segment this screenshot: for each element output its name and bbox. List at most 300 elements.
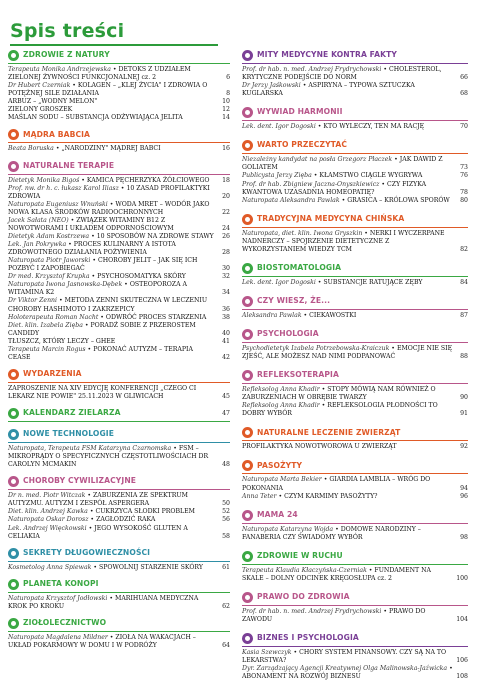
entry-title: „NARODZINY" MĄDREJ BABCI (61, 145, 161, 153)
entry-text: Naturopata Aleksandra Pawlak • GRASICA – KRÓLOWA SPORÓW (242, 196, 450, 204)
section-bullet-icon (8, 161, 19, 172)
section-bullet-icon (242, 263, 253, 274)
toc-section-biznes-i-psychologia (242, 633, 468, 681)
toc-entry[interactable] (8, 338, 230, 346)
section-bullet-icon (242, 427, 253, 438)
entry-text (8, 338, 216, 346)
entry-author: Diet. klin. Izabela Zięba (8, 321, 83, 329)
entry-text: Refleksolog Anna Khadir • STOPY MÓWIĄ NAM RÓWNIEŻ O ZABURZENIACH W OBRĘBIE TWARZY (242, 386, 436, 402)
entry-title: ODWRÓĆ PROCES STARZENIA (105, 313, 207, 321)
section-bullet-icon (242, 460, 253, 471)
section-title: SEKRETY DŁUGOWIECZNOŚCI (23, 547, 151, 557)
entry-page-number: 36 (222, 305, 230, 313)
toc-section-refleksoterapia (242, 370, 468, 418)
entry-title: SUBSTANCJE RATUJĄCE ZĘBY (323, 278, 423, 286)
section-bullet-icon (242, 296, 253, 307)
entry-page-number: 42 (222, 353, 230, 361)
entry-author: Naturopata Aleksandra Pawlak (242, 196, 340, 204)
entry-page-number: 18 (222, 176, 230, 184)
section-header[interactable] (242, 370, 468, 384)
entry-text: Dietetyk Monika Bigoś • KAMICA PĘCHERZYKA ŻÓŁCIOWEGO (8, 176, 210, 184)
toc-section-naturalne-leczenie-zwierzat (242, 427, 468, 451)
toc-entry[interactable] (8, 564, 230, 572)
entry-page-number: 14 (222, 114, 230, 122)
entry-text: Naturopata Krzysztof Jodłowski • MARIHUANA MEDYCZNA KROK PO KROKU (8, 594, 199, 610)
entry-author: Dr n. med. Piotr Witczak (8, 492, 86, 500)
entry-page-number: 62 (222, 602, 230, 610)
toc-entry[interactable] (242, 279, 468, 287)
toc-entry[interactable] (242, 66, 468, 82)
entry-title: JAK DAWID Z GOLIATEM (242, 156, 443, 172)
entry-page-number: 28 (222, 249, 230, 257)
section-header[interactable] (242, 329, 468, 343)
entry-author: Naturopata Oskar Dorosz (8, 516, 89, 524)
section-title: PRAWO DO ZDROWIA (257, 592, 350, 602)
section-header[interactable] (242, 592, 468, 606)
entry-page-number: 41 (222, 337, 230, 345)
toc-entry[interactable] (242, 649, 468, 665)
entry-page-number: 100 (456, 574, 468, 582)
section-header[interactable] (8, 548, 230, 562)
section-title: KALENDARZ ZIELARZA (23, 408, 121, 418)
section-bullet-icon (242, 329, 253, 340)
section-bullet-icon (8, 476, 19, 487)
section-header[interactable] (242, 460, 468, 474)
toc-entry[interactable] (8, 297, 230, 313)
section-title: BIZNES I PSYCHOLOGIA (257, 633, 359, 643)
entry-author: Holoterapeuta Roman Nacht (8, 313, 99, 321)
toc-entry[interactable] (8, 525, 230, 541)
entry-author: Naturopata Krzysztof Jodłowski (8, 594, 108, 602)
entry-title: NERKI I WYCZERPANE NADNERCZY – SPOJRZENIE DIETETYCZNE Z WYKORZYSTANIEM WIEDZY TCM (242, 229, 445, 253)
entry-page-number: 20 (222, 192, 230, 200)
entry-author: Diet. klin. Andrzej Kawka (8, 508, 88, 516)
toc-entry[interactable] (242, 608, 468, 624)
toc-entry[interactable] (8, 241, 230, 257)
section-bullet-icon (242, 592, 253, 603)
toc-section-ziololecznictwo (8, 618, 230, 650)
entry-title: SPOWOLNIJ STARZENIE SKÓRY (99, 563, 203, 571)
entry-author: Naturopata Iwona Jasnowska-Dębek (8, 281, 123, 289)
section-title: NATURALNE TERAPIE (23, 160, 115, 170)
entry-author: Dyr. Zarządzający Agencji Kreatywnej Olga Malinowska-Jaźwicka (242, 665, 448, 673)
entry-page-number: 6 (226, 74, 230, 82)
section-title: NATURALNE LECZENIE ZWIERZĄT (257, 427, 401, 437)
section-header[interactable] (8, 50, 230, 64)
entry-title: CZYM KARMIMY PASOŻYTY? (284, 492, 378, 500)
entry-title: ABONAMENT NA ROZWÓJ BIZNESU (242, 673, 361, 681)
entry-author: Refleksolog Anna Khadir (242, 386, 320, 394)
entry-text: Publicysta Jerzy Zięba • KŁAMSTWO CIĄGLE WYGRYWA (242, 172, 423, 180)
entry-author: Naturopata Katarzyna Wojda (242, 525, 334, 533)
entry-author: Dr Jerzy Jaśkowski (242, 82, 301, 90)
entry-text: Lek. dent. Igor Dogoski • KTO WYLECZY, TEN MA RACJĘ (242, 123, 425, 131)
entry-page-number: 45 (222, 393, 230, 400)
entry-title: PSYCHOSOMATYKA SKÓRY (97, 273, 186, 281)
entry-title: EMOCJE NIE SIĘ ZJEŚĆ, ALE MOŻESZ NAD NIMI PODPANOWAĆ (242, 345, 453, 361)
entry-page-number: 64 (222, 641, 230, 649)
entry-text: Prof. nw. dr h. c. łukasz Karol Iliasz • 10 ZASAD PROFILAKTYKI ZDROWIA (8, 184, 210, 200)
toc-entry[interactable] (8, 177, 230, 185)
toc-entry[interactable] (8, 385, 230, 401)
entry-title: PROFILAKTYKA NOWOTWOROWA U ZWIERZĄT (242, 443, 397, 451)
entry-title: DOMOWE NARODZINY – FANABERIA CZY ŚWIADOMY WYBÓR (242, 525, 421, 541)
toc-entry[interactable] (242, 345, 468, 361)
entry-page-number: 104 (456, 615, 468, 623)
entry-page-number: 98 (460, 533, 468, 541)
toc-section-nowe-technologie (8, 429, 230, 469)
section-header[interactable] (242, 107, 468, 121)
section-title: WARTO PRZECZYTAĆ (257, 140, 348, 150)
entry-page-number: 61 (222, 563, 230, 571)
section-bullet-icon (242, 140, 253, 151)
section-bullet-icon (8, 618, 19, 629)
toc-entry[interactable] (242, 443, 468, 451)
toc-entry[interactable] (242, 526, 468, 542)
entry-text: Naturopata Eugeniusz Wnuński • WODA MRET – WODÓR JAKO NOWA KLASA ŚRODKÓW RADIOOCHRONNYCH (8, 200, 210, 216)
entry-text: Aleksandra Pawlak • CIEKAWOSTKI (242, 311, 357, 319)
entry-page-number: 32 (222, 273, 230, 281)
toc-entry[interactable] (8, 217, 230, 233)
section-bullet-icon (242, 510, 253, 521)
entry-page-number: 90 (460, 394, 468, 402)
entry-page-number: 52 (222, 508, 230, 516)
entry-text: Lek. Andrzej Więckowski • JEGO WYSOKOŚĆ GLUTEN A CELIAKIA (8, 524, 188, 540)
entry-title: PRAWO DO ZAWODU (242, 607, 426, 623)
entry-title: KTO WYLECZY, TEN MA RACJĘ (323, 123, 425, 131)
toc-section-naturalne-terapie (8, 161, 230, 362)
entry-text: Prof. dr hab. n. med. Andrzej Frydrychowski • CHOLESTEROL, KRYTYCZNE PODEJŚCIE DO NORM (242, 66, 442, 82)
entry-title: CHORY SYSTEM FINANSOWY. CZY SĄ NA TO LEKARSTWA? (242, 649, 447, 665)
entry-page-number: 68 (460, 90, 468, 98)
toc-entry[interactable] (8, 257, 230, 273)
entry-text: Diet. klin. Andrzej Kawka • CUKRZYCA SŁODKI PROBLEM (8, 508, 195, 516)
entry-page-number: 80 (460, 196, 468, 204)
section-bullet-icon (8, 408, 19, 419)
toc-entry[interactable] (8, 314, 230, 322)
entry-text: Jacek Sałata (NEO) • ZWIĄZEK WITAMINY B12 Z NOWOTWORAMI I UKŁADEM ODPORNOŚCIOWYM (8, 216, 174, 232)
section-header[interactable] (8, 476, 230, 490)
toc-entry[interactable] (242, 386, 468, 402)
entry-text (8, 385, 216, 401)
section-title: MITY MEDYCYNE KONTRA FAKTY (257, 50, 397, 60)
toc-section-pasozyty (242, 460, 468, 500)
toc-entry[interactable] (8, 346, 230, 362)
entry-text: Terapeuta Klaudia Kłaczyńska-Czerniak • FUNDAMENT NA SKALE – DOLNY ODCINEK KRĘGOSŁUPA cz. 2 (242, 566, 432, 582)
entry-author: Terapeuta Monika Andrzejewska (8, 66, 111, 73)
toc-entry[interactable] (8, 516, 230, 524)
section-bullet-icon (8, 429, 19, 440)
toc-entry[interactable] (8, 233, 230, 241)
section-title: REFLEKSOTERAPIA (257, 370, 339, 380)
entry-title: ZIOŁA NA WAKACJACH – UKŁAD POKARMOWY W DOMU I W PODRÓŻY (8, 633, 196, 649)
entry-title: JEGO WYSOKOŚĆ GLUTEN A CELIAKIA (8, 524, 188, 540)
entry-text: Holoterapeuta Roman Nacht • ODWRÓĆ PROCES STARZENIA (8, 313, 207, 321)
entry-title: CZY FIZYKA KWANTOWA UZASADNIA HOMEOPATIĘ? (242, 180, 427, 196)
entry-title: PROCES KULINARNY A ISTOTA ZDROWOTNEGO DZIAŁANIA POŻYWIENIA (8, 241, 176, 257)
entry-author: Terapeuta Marcin Rogus (8, 345, 86, 353)
entry-text: Dr n. med. Piotr Witczak • ZABURZENIA ZE SPEKTRUM AUTYZMU. AUTYZM I ZESPÓŁ ASPERGERA (8, 492, 188, 508)
entry-text: Naturopata, diet. klin. Iwona Gryszkin • NERKI I WYCZERPANE NADNERCZY – SPOJRZENIE DIETETYCZNE Z WYKORZYSTANIEM WIEDZY TCM (242, 229, 445, 253)
toc-entry[interactable] (242, 156, 468, 172)
section-header[interactable] (8, 161, 230, 175)
entry-page-number: 40 (222, 329, 230, 337)
entry-text: Refleksolog Anna Khadir • REFLEKSOLOGIA PŁODNOŚCI TO DOBRY WYBÓR (242, 402, 438, 418)
section-header[interactable] (242, 296, 468, 310)
entry-text: Dietetyk Adam Kostrzewa • 10 SPOSOBÓW NA ZDROWE STAWY (8, 232, 214, 240)
entry-author: Lek. dent. Igor Dogoski (242, 123, 316, 131)
section-title: PASOŻYTY (257, 460, 303, 470)
section-bullet-icon (242, 107, 253, 118)
toc-entry[interactable] (8, 114, 230, 122)
toc-section-mity-medycyne-kontra-fakty (242, 50, 468, 98)
toc-section-tradycyjna-medycyna-chinska (242, 214, 468, 254)
toc-section-czy-wiesz-ze (242, 296, 468, 320)
entry-title: KŁAMSTWO CIĄGLE WYGRYWA (319, 172, 423, 180)
toc-entry[interactable] (8, 98, 230, 106)
entry-text: Lek. Jan Pokrywka • PROCES KULINARNY A ISTOTA ZDROWOTNEGO DZIAŁANIA POŻYWIENIA (8, 241, 176, 257)
section-header[interactable] (8, 129, 230, 143)
entry-title: POKONAĆ AUTYZM – TERAPIA CEASE (8, 345, 193, 361)
entry-text: Dr Hubert Czerniak • KOLAGEN – „KLEJ ŻYCIA" I ZDROWIA O POTĘŻNEJ SILE DZIAŁANIA (8, 82, 208, 98)
section-title: ZDROWIE Z NATURY (23, 50, 110, 60)
entry-text: Terapeuta Monika Andrzejewska • DETOKS Z UDZIAŁEM ZIELONEJ ŻYWNOŚCI FUNKCJONALNEJ cz. 2 (8, 66, 191, 82)
section-header[interactable] (8, 429, 230, 443)
entry-author: Jacek Sałata (NEO) (8, 216, 69, 224)
entry-page-number: 91 (460, 410, 468, 418)
entry-page-number: 8 (226, 90, 230, 98)
section-title: CHOROBY CYWILIZACYJNE (23, 476, 137, 486)
entry-title: REFLEKSOLOGIA PŁODNOŚCI TO DOBRY WYBÓR (242, 402, 438, 418)
section-title: WYDARZENIA (23, 369, 82, 379)
section-bullet-icon (242, 633, 253, 644)
entry-page-number: 34 (222, 289, 230, 297)
section-title: WYWIAD HARMONII (257, 107, 343, 117)
toc-entry[interactable] (242, 197, 468, 205)
toc-entry[interactable] (8, 66, 230, 82)
section-title: CZY WIESZ, ŻE... (257, 296, 331, 306)
toc-section-wydarzenia (8, 369, 230, 401)
entry-author: Dr Hubert Czerniak (8, 82, 71, 90)
entry-text: Naturopata, Terapeuta FSM Katarzyna Czarnomska • FSM – MIKROPRĄDY O SPECYFICZNYCH CZĘSTOTLIWOŚCIACH DR CAROLYN MCMAKIN (8, 445, 209, 469)
entry-title: PORADŹ SOBIE Z PRZEROSTEM CANDIDY (8, 321, 196, 337)
entry-page-number: 76 (460, 172, 468, 180)
section-header[interactable] (242, 50, 468, 64)
entry-text: Niezależny kandydat na posła Grzegorz Płaczek • JAK DAWID Z GOLIATEM (242, 156, 443, 172)
toc-entry[interactable] (242, 312, 468, 320)
section-title: MAMA 24 (257, 509, 298, 519)
toc-section-zdrowie-w-ruchu (242, 551, 468, 583)
section-header[interactable] (8, 579, 230, 593)
entry-author: Naturopata Eugeniusz Wnuński (8, 200, 108, 208)
entry-author: Naturopata Piotr Jaworski (8, 257, 91, 265)
toc-entry[interactable] (8, 281, 230, 297)
toc-entry[interactable] (8, 492, 230, 508)
entry-author: Terapeuta Klaudia Kłaczyńska-Czerniak (242, 566, 367, 574)
section-header[interactable] (242, 633, 468, 647)
entry-page-number: 92 (460, 443, 468, 451)
entry-title: ARBUZ – „WODNY MELON" (8, 98, 98, 106)
toc-entry[interactable] (8, 185, 230, 201)
toc-entry[interactable] (8, 634, 230, 650)
entry-author: Psychodietetyk Izabela Potrzebowska-Kraiczuk (242, 345, 390, 352)
section-title: MĄDRA BABCIA (23, 129, 91, 139)
section-title: ZDROWIE W RUCHU (257, 550, 343, 560)
toc-section-wywiad-harmonii (242, 107, 468, 131)
entry-title: MARIHUANA MEDYCZNA KROK PO KROKU (8, 594, 199, 610)
entry-title: KOLAGEN – „KLEJ ŻYCIA" I ZDROWIA O POTĘŻNEJ SILE DZIAŁANIA (8, 82, 208, 98)
section-bullet-icon (8, 369, 19, 380)
entry-text: Dyr. Zarządzający Agencji Kreatywnej Olga Malinowska-Jaźwicka • ABONAMENT NA ROZWÓJ BIZNESU (242, 665, 453, 681)
section-title: BIOSTOMATOLOGIA (257, 263, 342, 273)
section-header[interactable] (8, 618, 230, 632)
section-header[interactable] (242, 263, 468, 277)
entry-title: METODA ZENNI SKUTECZNA W LECZENIU CHOROBY HASHIMOTO I ZAKRZEPICY (8, 297, 208, 313)
title-underline (10, 44, 218, 46)
section-title: NOWE TECHNOLOGIE (23, 429, 114, 439)
entry-page-number: 66 (460, 74, 468, 82)
entry-text (242, 443, 454, 451)
toc-entry[interactable] (242, 665, 468, 681)
entry-page-number: 94 (460, 484, 468, 492)
toc-entry[interactable] (8, 595, 230, 611)
toc-entry[interactable] (242, 123, 468, 131)
entry-text: Terapeuta Marcin Rogus • POKONAĆ AUTYZM – TERAPIA CEASE (8, 345, 193, 361)
entry-title: GIARDIA LAMBLIA – WRÓG DO POKONANIA (242, 476, 431, 492)
entry-author: Anna Teter (242, 492, 277, 500)
entry-page-number: 58 (222, 532, 230, 540)
section-bullet-icon (242, 50, 253, 61)
entry-page-number: 10 (222, 98, 230, 106)
toc-entry[interactable] (242, 181, 468, 197)
entry-page-number: 78 (460, 188, 468, 196)
entry-text: Naturopata Iwona Jasnowska-Dębek • OSTEOPOROZA A WITAMINA K2 (8, 281, 188, 297)
entry-title: ZAGŁODZIĆ RAKA (96, 516, 156, 524)
entry-author: Lek. Jan Pokrywka (8, 241, 67, 248)
toc-section-warto-przeczytac (242, 140, 468, 204)
entry-author: Prof. dr hab. n. med. Andrzej Frydrychowski (242, 607, 382, 615)
entry-title: CHOROBY JELIT – JAK SIĘ ICH POZBYĆ I ZAPOBIEGAĆ (8, 257, 198, 273)
entry-author: Lek. Andrzej Więckowski (8, 524, 87, 532)
toc-entry[interactable] (8, 82, 230, 98)
entry-title: ZIELONY GROSZEK (8, 106, 73, 114)
toc-section-zdrowie-z-natury (8, 50, 230, 122)
toc-entry[interactable] (242, 230, 468, 254)
entry-page-number: 88 (460, 353, 468, 361)
entry-text: Naturopata Katarzyna Wojda • DOMOWE NARODZINY – FANABERIA CZY ŚWIADOMY WYBÓR (242, 525, 421, 541)
entry-page-number: 48 (222, 461, 230, 469)
entry-page-number: 26 (222, 232, 230, 240)
entry-text: Prof. dr hab. n. med. Andrzej Frydrychowski • PRAWO DO ZAWODU (242, 607, 426, 623)
entry-text: Dr Jerzy Jaśkowski • ASPIRYNA – TYPOWA SZTUCZKA KUGLARSKA (242, 82, 415, 98)
section-bullet-icon (8, 548, 19, 559)
entry-page-number: 22 (222, 208, 230, 216)
entry-title: 10 ZASAD PROFILAKTYKI ZDROWIA (8, 184, 210, 200)
entry-author: Dr Viktor Zenni (8, 297, 58, 305)
section-header[interactable] (242, 214, 468, 228)
entry-title: MAŚLAN SODU – SUBSTANCJA ODŻYWIAJĄCA JELITA (8, 114, 183, 122)
section-title: TRADYCYJNA MEDYCYNA CHIŃSKA (257, 213, 405, 223)
section-bullet-icon (8, 50, 19, 61)
entry-title: CIEKAWOSTKI (309, 311, 357, 319)
entry-page-number: 108 (456, 673, 468, 681)
entry-page-number: 96 (460, 492, 468, 500)
toc-entry[interactable] (242, 82, 468, 98)
entry-title: ASPIRYNA – TYPOWA SZTUCZKA KUGLARSKA (242, 82, 415, 98)
entry-title: FUNDAMENT NA SKALE – DOLNY ODCINEK KRĘGOSŁUPA cz. 2 (242, 566, 432, 582)
entry-author: Naturopata, Terapeuta FSM Katarzyna Czarnomska (8, 445, 172, 453)
toc-section-sekrety-dlugowiecznosci (8, 548, 230, 572)
toc-section-kalendarz-zielarza (8, 408, 230, 422)
entry-author: Dietetyk Monika Bigoś (8, 176, 80, 184)
toc-section-biostomatologia (242, 263, 468, 287)
entry-title: KAMICA PĘCHERZYKA ŻÓŁCIOWEGO (86, 176, 210, 184)
toc-entry[interactable] (8, 145, 230, 153)
entry-page-number: 12 (222, 106, 230, 114)
entry-title: TŁUSZCZ, KTÓRY LECZY – GHEE (8, 337, 116, 345)
section-header[interactable] (242, 427, 468, 441)
toc-entry[interactable] (242, 493, 468, 501)
section-header[interactable] (8, 408, 230, 422)
entry-author: Prof. nw. dr h. c. łukasz Karol Iliasz (8, 184, 119, 192)
entry-text (8, 114, 216, 122)
entry-page-number: 84 (460, 278, 468, 286)
section-bullet-icon (8, 129, 19, 140)
entry-text: Anna Teter • CZYM KARMIMY PASOŻYTY? (242, 492, 378, 500)
section-header[interactable] (242, 510, 468, 524)
entry-title: CUKRZYCA SŁODKI PROBLEM (95, 508, 195, 516)
entry-author: Dietetyk Adam Kostrzewa (8, 232, 90, 240)
section-header[interactable] (242, 551, 468, 565)
entry-text: Kosmetolog Anna Spiewak • SPOWOLNIJ STARZENIE SKÓRY (8, 563, 203, 571)
section-bullet-icon (8, 579, 19, 590)
entry-text: Diet. klin. Izabela Zięba • PORADŹ SOBIE Z PRZEROSTEM CANDIDY (8, 321, 196, 337)
entry-title: GRASICA – KRÓLOWA SPORÓW (347, 196, 450, 204)
entry-author: Refleksolog Anna Khadir (242, 402, 320, 410)
entry-author: Prof. dr hab. n. med. Andrzej Frydrychowski (242, 66, 382, 73)
toc-entry[interactable] (8, 201, 230, 217)
entry-text: Naturopata Magdalena Mildner • ZIOŁA NA WAKACJACH – UKŁAD POKARMOWY W DOMU I W PODRÓŻY (8, 633, 196, 649)
toc-entry[interactable] (8, 322, 230, 338)
section-title: PSYCHOLOGIA (257, 329, 319, 339)
section-bullet-icon (242, 551, 253, 562)
section-header[interactable] (242, 140, 468, 154)
section-header[interactable] (8, 369, 230, 383)
toc-entry[interactable] (242, 567, 468, 583)
entry-title: DETOKS Z UDZIAŁEM ZIELONEJ ŻYWNOŚCI FUNKCJONALNEJ cz. 2 (8, 66, 191, 82)
toc-column-right (242, 50, 468, 690)
entry-author: Kasia Szewczyk (242, 649, 292, 656)
entry-text: Psychodietetyk Izabela Potrzebowska-Kraiczuk • EMOCJE NIE SIĘ ZJEŚĆ, ALE MOŻESZ NAD NIMI PODPANOWAĆ (242, 345, 453, 361)
toc-entry[interactable] (242, 172, 468, 180)
entry-page-number: 16 (222, 145, 230, 153)
toc-entry[interactable] (242, 402, 468, 418)
entry-text: Dr Viktor Zenni • METODA ZENNI SKUTECZNA W LECZENIU CHOROBY HASHIMOTO I ZAKRZEPICY (8, 297, 208, 313)
entry-title: ZWIĄZEK WITAMINY B12 Z NOWOTWORAMI I UKŁADEM ODPORNOŚCIOWYM (8, 216, 174, 232)
toc-entry[interactable] (8, 445, 230, 469)
section-title: PLANETA KONOPI (23, 578, 99, 588)
toc-column-left (8, 50, 230, 657)
toc-section-mama-24 (242, 510, 468, 542)
entry-text: Naturopata Oskar Dorosz • ZAGŁODZIĆ RAKA (8, 516, 156, 524)
entry-text (8, 98, 216, 106)
entry-title: WODA MRET – WODÓR JAKO NOWA KLASA ŚRODKÓW RADIOOCHRONNYCH (8, 200, 210, 216)
entry-title: FSM – MIKROPRĄDY O SPECYFICZNYCH CZĘSTOTLIWOŚCIACH DR CAROLYN MCMAKIN (8, 445, 209, 469)
entry-text: Kasia Szewczyk • CHORY SYSTEM FINANSOWY. CZY SĄ NA TO LEKARSTWA? (242, 649, 447, 665)
entry-author: Dr med. Krzysztof Krupka (8, 273, 90, 281)
toc-entry[interactable] (242, 476, 468, 492)
toc-entry[interactable] (8, 273, 230, 281)
